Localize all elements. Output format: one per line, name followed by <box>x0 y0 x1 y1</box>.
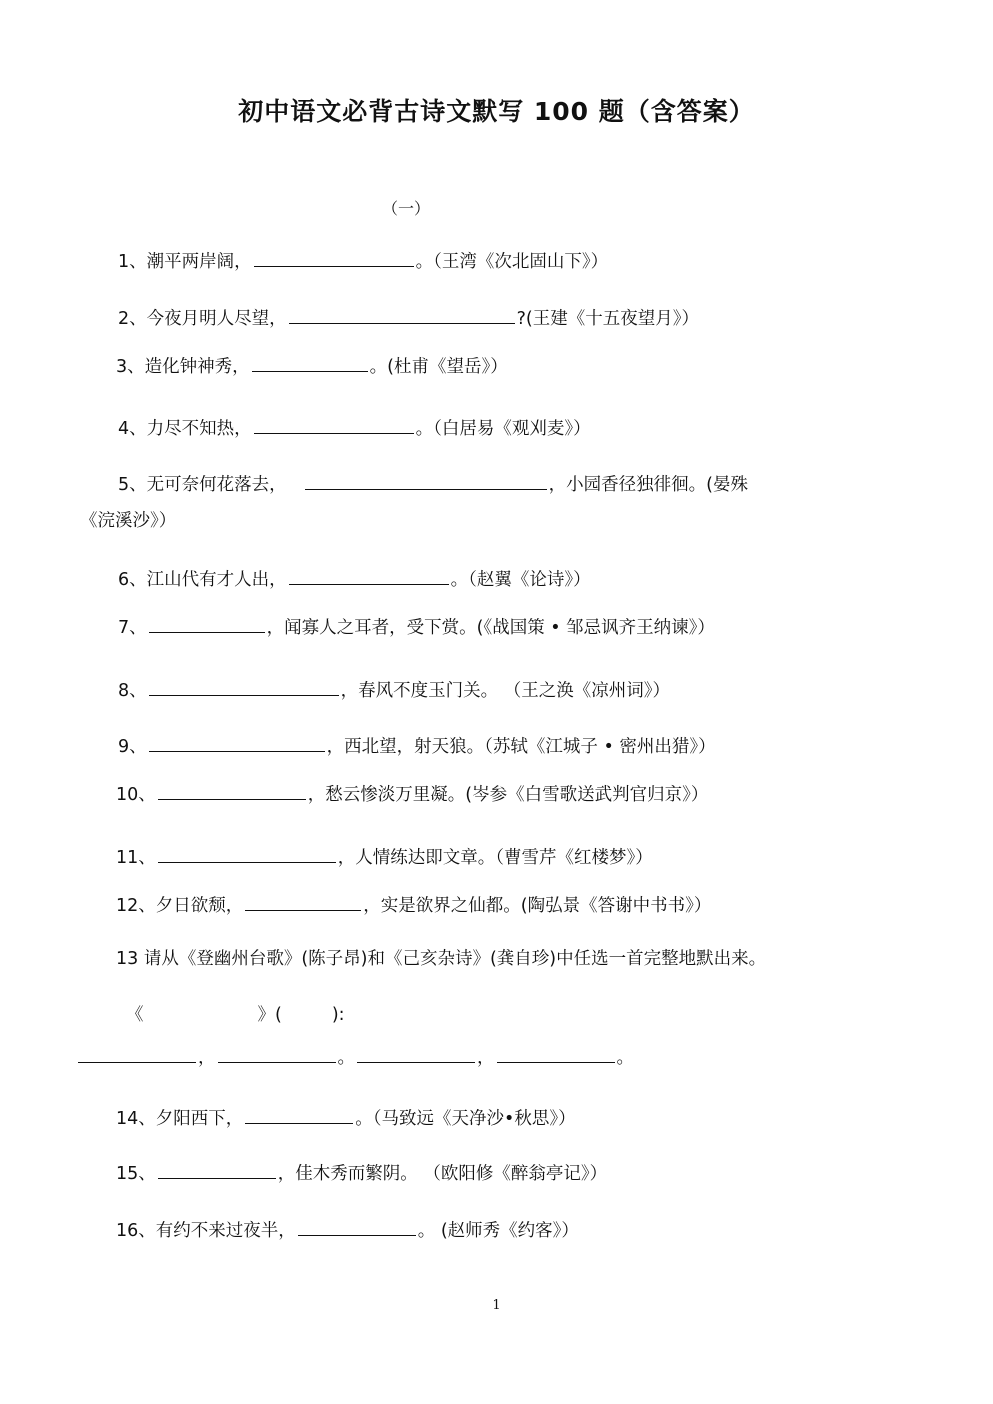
question-prompt: 15、 <box>116 1164 156 1184</box>
question-3 <box>116 353 508 378</box>
answer-blank[interactable] <box>158 781 306 800</box>
question-prompt: 3、造化钟神秀， <box>116 357 250 377</box>
question-prompt: 16、有约不来过夜半， <box>116 1221 296 1241</box>
question-source: 。（王湾《次北固山下》） <box>415 252 609 272</box>
question-prompt: 10、 <box>116 785 156 805</box>
question-source: ?(王建《十五夜望月》） <box>516 309 700 329</box>
question-prompt: 9、 <box>118 737 147 757</box>
question-prompt: 12、夕日欲颓， <box>116 896 244 916</box>
answer-blank[interactable] <box>289 305 515 324</box>
question-prompt: 8、 <box>118 681 147 701</box>
answer-blank[interactable] <box>357 1044 475 1063</box>
answer-blank[interactable] <box>149 733 325 752</box>
question-source: 。 (赵师秀《约客》） <box>417 1221 579 1241</box>
page-title: 初中语文必背古诗文默写 100 题（含答案） <box>238 97 755 126</box>
answer-blank[interactable] <box>149 614 265 633</box>
question-source: 。(杜甫《望岳》） <box>369 357 508 377</box>
question-prompt: 5、无可奈何花落去， <box>118 475 287 495</box>
question-15 <box>116 1160 607 1185</box>
question-source: ，闻寡人之耳者，受下赏。(《战国策 • 邹忌讽齐王纳谏》） <box>266 618 715 638</box>
question-prompt: 1、潮平两岸阔， <box>118 252 252 272</box>
question-10 <box>116 781 708 806</box>
question-source: ，愁云惨淡万里凝。(岑参《白雪歌送武判官归京》） <box>307 785 709 805</box>
answer-blank[interactable] <box>245 1105 353 1124</box>
answer-blank[interactable] <box>298 1217 416 1236</box>
question-6 <box>118 566 591 591</box>
answer-blank[interactable] <box>305 471 547 490</box>
answer-blank[interactable] <box>158 844 336 863</box>
question-14 <box>116 1105 576 1130</box>
question-source: ，西北望，射天狼。（苏轼《江城子 • 密州出猎》） <box>326 737 716 757</box>
page-number: 1 <box>492 1298 501 1313</box>
answer-blank[interactable] <box>78 1044 196 1063</box>
question-8 <box>118 677 670 702</box>
question-12 <box>116 892 711 917</box>
section-heading: （一） <box>382 199 431 218</box>
question-7 <box>118 614 715 639</box>
question-source: 。（白居易《观刈麦》） <box>415 419 591 439</box>
answer-blank[interactable] <box>149 677 339 696</box>
answer-blank[interactable] <box>218 1044 336 1063</box>
question-11 <box>116 844 653 869</box>
question-5-continuation: 《浣溪沙》） <box>80 511 177 531</box>
question-source: ，小园香径独徘徊。(晏殊 <box>548 475 748 495</box>
question-prompt: 14、夕阳西下， <box>116 1109 244 1129</box>
answer-blank[interactable] <box>254 415 414 434</box>
question-9 <box>118 733 716 758</box>
question-16 <box>116 1217 579 1242</box>
question-4 <box>118 415 591 440</box>
question-13-poem-lines: ， 。 ， 。 <box>76 1044 634 1069</box>
answer-blank[interactable] <box>245 892 361 911</box>
question-source: ，实是欲界之仙都。(陶弘景《答谢中书书》） <box>363 896 712 916</box>
question-5 <box>118 471 748 496</box>
answer-blank[interactable] <box>158 1160 276 1179</box>
answer-blank[interactable] <box>497 1044 615 1063</box>
question-source: ，春风不度玉门关。 （王之涣《凉州词》） <box>340 681 670 701</box>
question-source: ，人情练达即文章。（曹雪芹《红楼梦》） <box>337 848 653 868</box>
question-prompt: 2、今夜月明人尽望， <box>118 309 287 329</box>
question-source: 。（马致远《天净沙•秋思》） <box>355 1109 576 1129</box>
question-2 <box>118 305 699 330</box>
question-13-poem-header: 《 》( ): <box>126 1005 345 1025</box>
answer-blank[interactable] <box>252 353 368 372</box>
question-source: ，佳木秀而繁阴。 （欧阳修《醉翁亭记》） <box>277 1164 608 1184</box>
answer-blank[interactable] <box>289 566 449 585</box>
question-prompt: 7、 <box>118 618 147 638</box>
question-prompt: 4、力尽不知热， <box>118 419 252 439</box>
question-13: 13 请从《登幽州台歌》(陈子昂)和《己亥杂诗》(龚自珍)中任选一首完整地默出来。 <box>116 949 767 969</box>
question-1 <box>118 248 608 273</box>
question-prompt: 6、江山代有才人出， <box>118 570 287 590</box>
answer-blank[interactable] <box>254 248 414 267</box>
question-source: 。（赵翼《论诗》） <box>450 570 591 590</box>
question-prompt: 11、 <box>116 848 156 868</box>
